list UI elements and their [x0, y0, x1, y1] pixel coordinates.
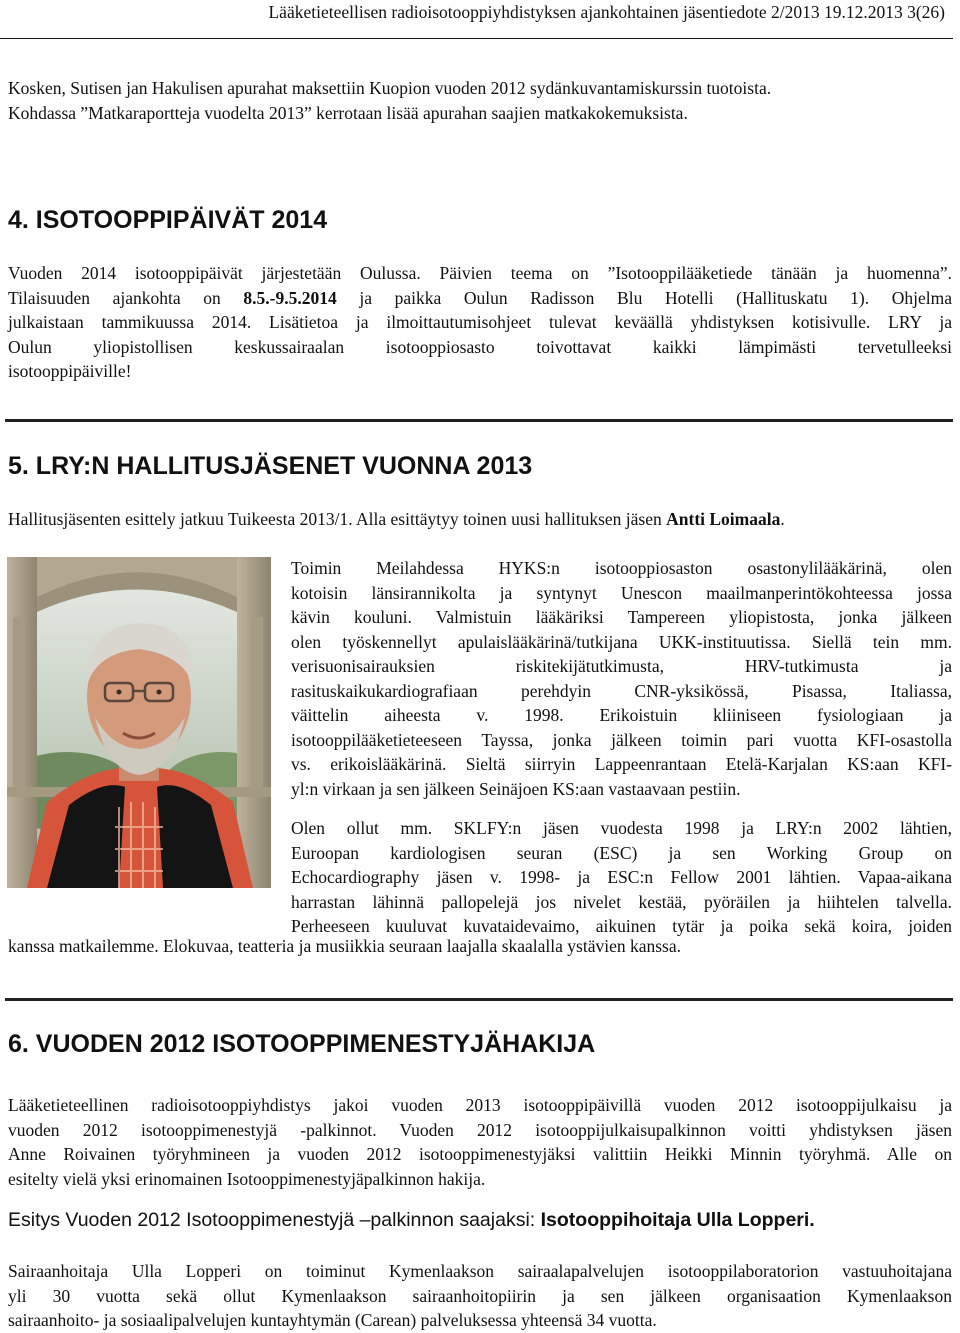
text-span: Hallitusjäsenten esittely jatkuu Tuikeesta 2013/1. Alla esittäytyy toinen uusi hallituksen jäsen — [8, 509, 667, 529]
member-name: Antti Loimaala — [666, 509, 781, 529]
bio-line: vs. erikoislääkärinä. Sieltä siirryin Lappeenrantaan Etelä-Karjalan KS:aan KFI- — [291, 754, 952, 774]
paragraph-line: Vuoden 2014 isotooppipäivät järjestetään Oulussa. Päivien teema on ”Isotooppilääketiede tänään ja huomenna”. — [8, 263, 952, 283]
bio-line: Toimin Meilahdessa HYKS:n isotooppiosaston osastonylilääkärinä, olen — [291, 558, 952, 578]
bio-line: yl:n virkaan ja sen jälkeen Seinäjoen KS:aan vastaavaan pestiin. — [291, 778, 741, 799]
bio-line: Perheeseen kuuluvat kuvataidevaimo, aikuinen tytär ja poika sekä koira, joiden — [291, 916, 952, 936]
bio-line: harrastan lähinnä pallopelejä jos nivelet kestää, pyöräilen ja hiihtelen talvella. — [291, 891, 952, 912]
paragraph-line — [8, 286, 952, 311]
bio-line: isotooppilääketieteeseen Tayssa, jonka jälkeen toimin pari vuotta KFI-osastolla — [291, 729, 952, 750]
award-line — [8, 1209, 815, 1232]
text-span: ja paikka Oulun Radisson Blu Hotelli (Hallituskatu 1). Ohjelma — [336, 287, 952, 308]
paragraph-line: Lääketieteellinen radioisotooppiyhdistys jakoi vuoden 2013 isotooppipäivillä vuoden 2012 isotooppijulkaisu ja — [8, 1095, 952, 1115]
portrait-icon — [7, 557, 271, 888]
text-span: Tilaisuuden ajankohta on — [8, 287, 244, 308]
section-6-heading: 6. VUODEN 2012 ISOTOOPPIMENESTYJÄHAKIJA — [8, 1030, 596, 1058]
paragraph-line: Sairaanhoitaja Ulla Lopperi on toiminut Kymenlaakson sairaalapalvelujen isotooppilaboratorion vastuuhoitajana — [8, 1261, 952, 1281]
bio-line: kanssa matkailemme. Elokuvaa, teatteria ja musiikkia seuraan laajalla skaalalla ystävien kanssa. — [8, 936, 682, 956]
bio-line: väittelin aiheesta v. 1998. Erikoistuin kliiniseen fysiologiaan ja — [291, 705, 952, 725]
bio-line: verisuonisairauksien riskitekijätutkimusta, HRV-tutkimusta ja — [291, 656, 952, 676]
paragraph-line: vuoden 2012 isotooppimenestyjä -palkinnot. Vuoden 2012 isotooppijulkaisupalkinnon voitti yhdistyksen jäsen — [8, 1119, 952, 1140]
bio-paragraph-2-end — [8, 934, 952, 959]
section-divider — [5, 419, 953, 422]
section-5-heading: 5. LRY:N HALLITUSJÄSENET VUONNA 2013 — [8, 452, 533, 480]
section-divider — [5, 998, 953, 1001]
bio-line: Echocardiography jäsen v. 1998- ja ESC:n Fellow 2001 lähtien. Vapaa-aikana — [291, 867, 952, 887]
bio-line: olen työskennellyt apulaislääkärinä/tutkijana UKK-instituutissa. Siellä tein mm. — [291, 631, 952, 652]
paragraph-line: Oulun yliopistollisen keskussairaalan isotooppiosasto toivottavat kaikki lämpimästi tervetulleeksi — [8, 336, 952, 357]
section-4-paragraph — [8, 261, 952, 384]
paragraph-line: esitelty vielä yksi erinomainen Isotooppimenestyjäpalkinnon hakija. — [8, 1168, 486, 1189]
paragraph-line: julkaistaan tammikuussa 2014. Lisätietoa ja ilmoittautumisohjeet tulevat keväällä yhdistyksen kotisivulle. LRY ja — [8, 312, 952, 332]
header-text: Lääketieteellisen radioisotooppiyhdistyksen ajankohtainen jäsentiedote 2/2013 19.12.2013 3(26) — [268, 2, 945, 22]
event-date: 8.5.-9.5.2014 — [243, 287, 337, 308]
paragraph-line: Anne Roivainen työryhmineen ja vuoden 2012 isotooppimenestyjäksi valittiin Heikki Minnin työryhmä. Alle on — [8, 1144, 952, 1164]
bio-line: kotoisin länsirannikolta ja syntynyt Unescon maailmanperintökohteessa jossa — [291, 582, 952, 603]
bio-line: Euroopan kardiologisen seuran (ESC) ja sen Working Group on — [291, 842, 952, 863]
bio-line: rasituskaikukardiografiaan perehdyin CNR-yksikössä, Pisassa, Italiassa, — [291, 680, 952, 701]
section-5-intro — [8, 507, 952, 532]
intro-line: Kohdassa ”Matkaraportteja vuodelta 2013” kerrotaan lisää apurahan saajien matkakokemuksista. — [8, 102, 688, 123]
page-header — [0, 0, 953, 39]
section-4-heading: 4. ISOTOOPPIPÄIVÄT 2014 — [8, 206, 328, 234]
paragraph-line: sairaanhoito- ja sosiaalipalvelujen kuntayhtymän (Carean) palveluksessa yhteensä 34 vuotta. — [8, 1310, 657, 1330]
closing-paragraph — [8, 1259, 952, 1333]
bio-paragraph-1 — [291, 556, 952, 801]
bio-line: Olen ollut mm. SKLFY:n jäsen vuodesta 1998 ja LRY:n 2002 lähtien, — [291, 818, 952, 838]
award-prefix: Esitys Vuoden 2012 Isotooppimenestyjä –palkinnon saajaksi: — [8, 1209, 541, 1231]
text-span: . — [780, 509, 785, 529]
bio-line: kävin kouluni. Valmistuin lääkäriksi Tampereen yliopistosta, jonka jälkeen — [291, 607, 952, 627]
paragraph-line: isotooppipäiville! — [8, 361, 132, 381]
portrait-photo — [7, 557, 271, 888]
intro-line: Kosken, Sutisen jan Hakulisen apurahat maksettiin Kuopion vuoden 2012 sydänkuvantamiskurssin tuotoista. — [8, 78, 772, 98]
paragraph-line: yli 30 vuotta sekä ollut Kymenlaakson sairaanhoitopiirin ja sen jälkeen organisaation Kymenlaakson — [8, 1285, 952, 1306]
section-6-paragraph — [8, 1093, 952, 1191]
bio-paragraph-2 — [291, 816, 952, 939]
award-recipient: Isotooppihoitaja Ulla Lopperi. — [540, 1209, 815, 1231]
intro-paragraph — [8, 76, 952, 125]
